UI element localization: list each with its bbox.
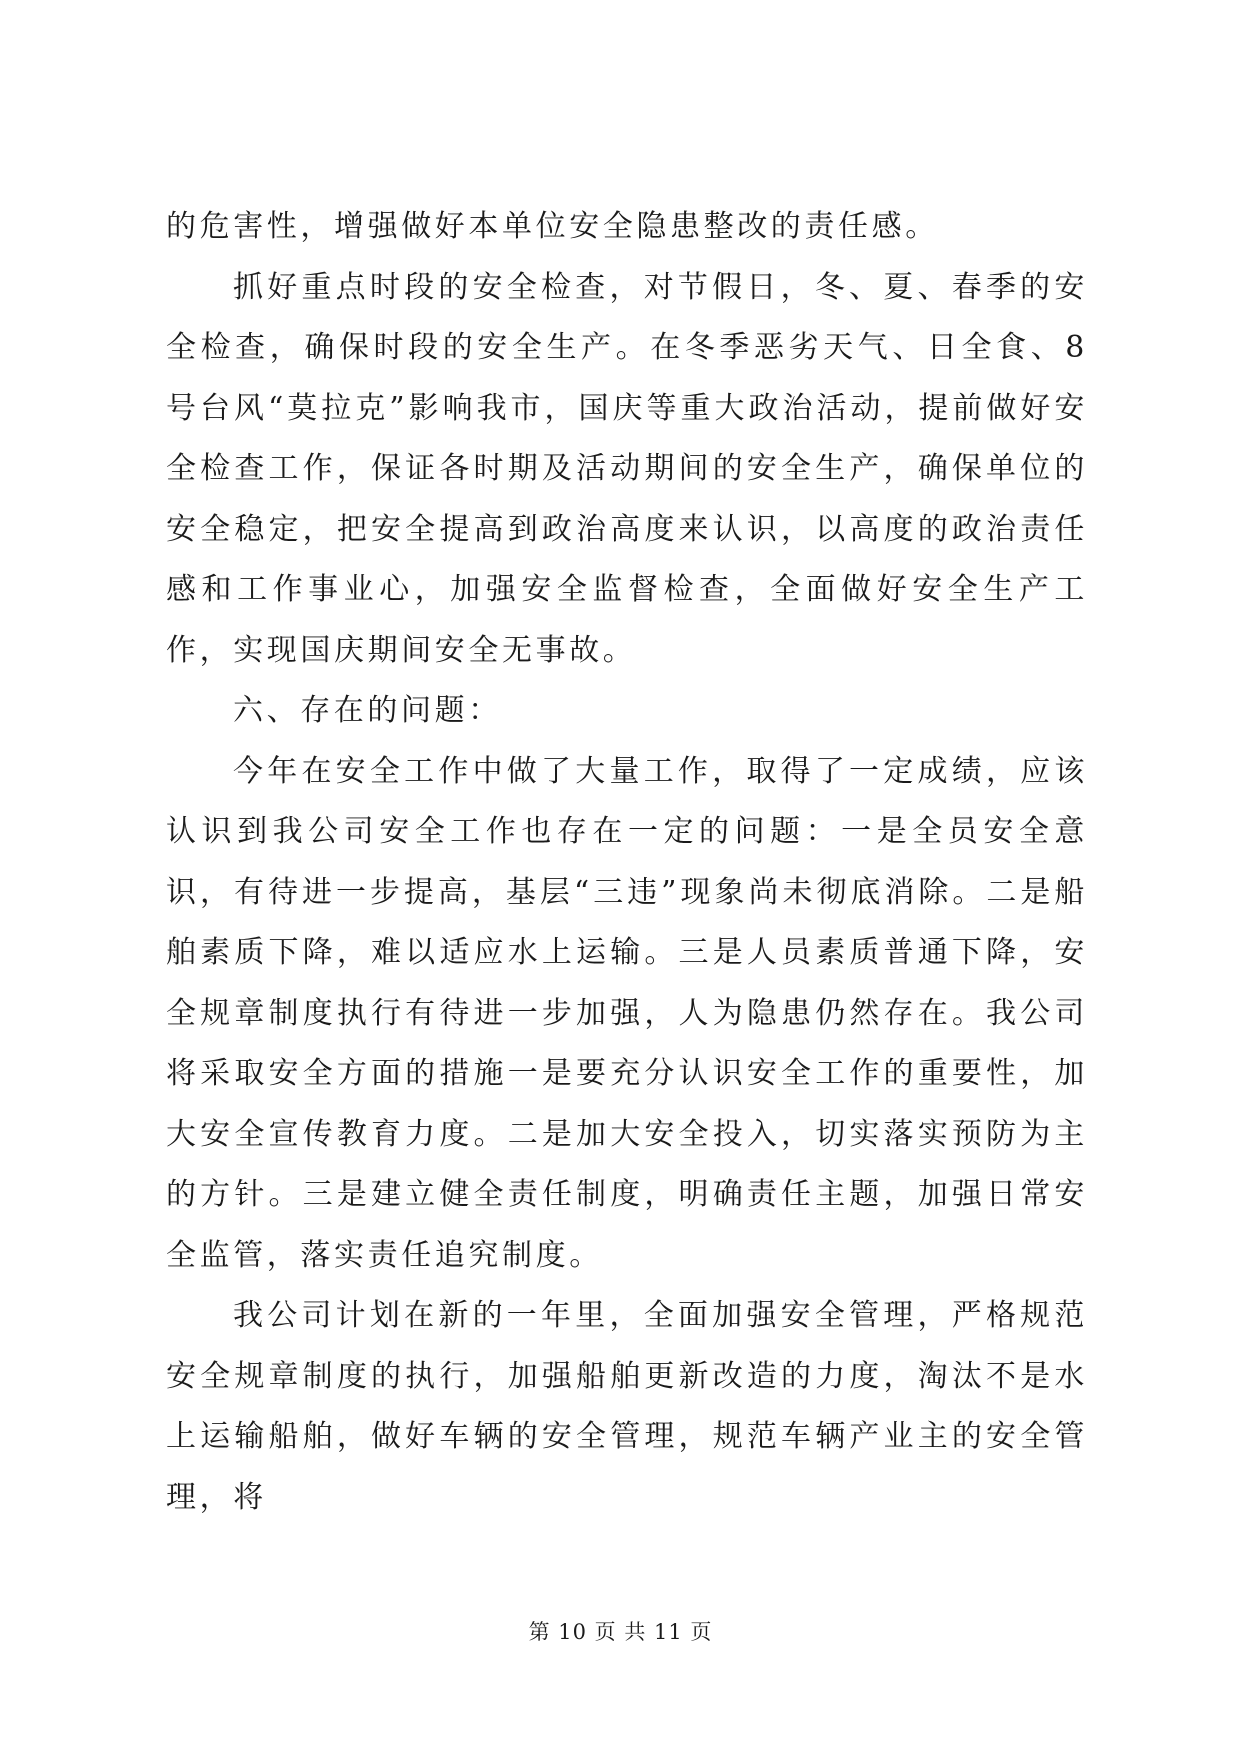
- section-heading-problems: 六、存在的问题：: [233, 693, 502, 728]
- paragraph-plan: 我公司计划在新的一年里，全面加强安全管理，严格规范安全规章制度的执行，加强船舶更新改造的力度，淘汰不是水上运输船舶，做好车辆的安全管理，规范车辆产业主的安全管理，将: [166, 1298, 1088, 1515]
- paragraph-safety-inspection: 抓好重点时段的安全检查，对节假日，冬、夏、春季的安全检查，确保时段的安全生产。在冬季恶劣天气、日全食、8号台风“莫拉克”影响我市，国庆等重大政治活动，提前做好安全检查工作，保证各时期及活动期间的安全生产，确保单位的安全稳定，把安全提高到政治高度来认识，以高度的政治责任感和工作事业心，加强安全监督检查，全面做好安全生产工作，实现国庆期间安全无事故。: [166, 269, 1088, 668]
- paragraph-continuation: 的危害性，增强做好本单位安全隐患整改的责任感。: [166, 209, 939, 244]
- page-number-footer: 第 10 页 共 11 页: [528, 1620, 713, 1644]
- document-body: [166, 197, 1088, 1528]
- paragraph-problems: 今年在安全工作中做了大量工作，取得了一定成绩，应该认识到我公司安全工作也存在一定的问题：一是全员安全意识，有待进一步提高，基层“三违”现象尚未彻底消除。二是船舶素质下降，难以适应水上运输。三是人员素质普通下降，安全规章制度执行有待进一步加强，人为隐患仍然存在。我公司将采取安全方面的措施一是要充分认识安全工作的重要性，加大安全宣传教育力度。二是加大安全投入，切实落实预防为主的方针。三是建立健全责任制度，明确责任主题，加强日常安全监管，落实责任追究制度。: [166, 753, 1088, 1273]
